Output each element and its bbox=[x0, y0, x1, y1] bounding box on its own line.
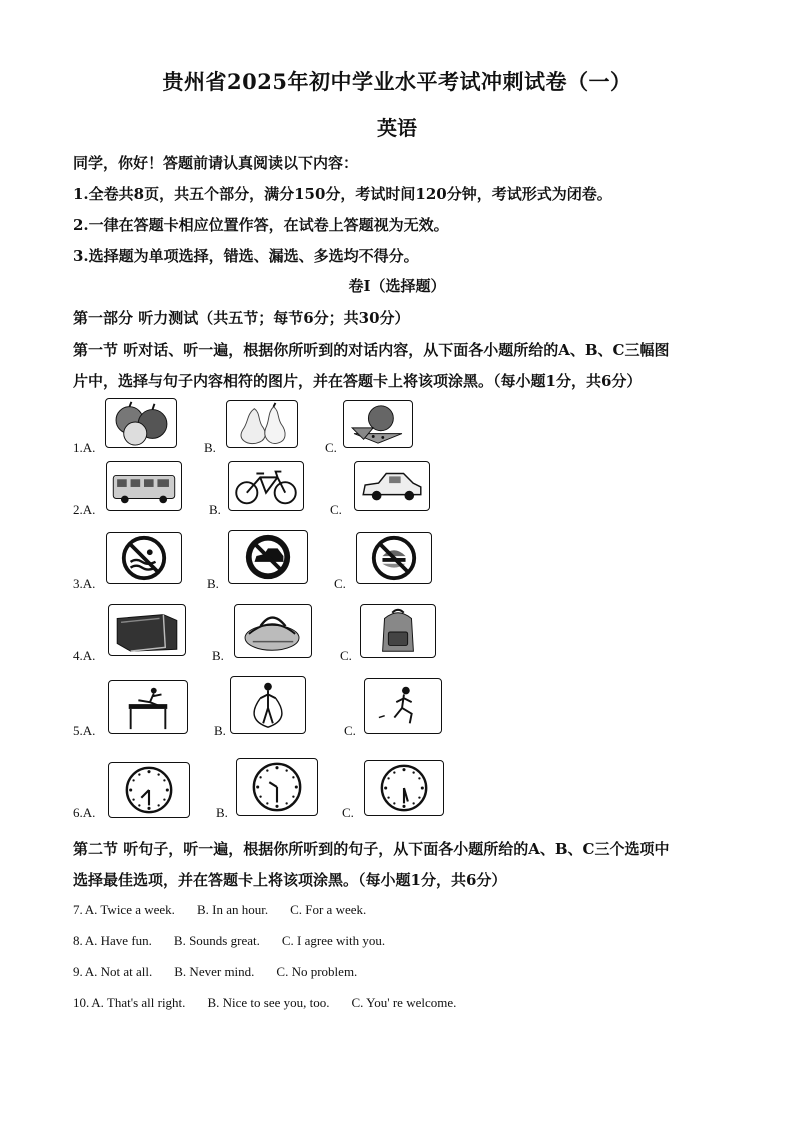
q4-label-a: 4.A. bbox=[73, 648, 96, 663]
q10-option-b[interactable]: B. Nice to see you, too. bbox=[207, 995, 330, 1010]
q7-option-c[interactable]: C. For a week. bbox=[290, 902, 367, 917]
q3-label-a: 3.A. bbox=[73, 576, 96, 591]
section1-instructions-line2: 片中，选择与句子内容相符的图片，并在答题卡上将该项涂黑。（每小题1分，共6分） bbox=[73, 372, 642, 390]
q6-label-a: 6.A. bbox=[73, 805, 96, 820]
clock-icon[interactable] bbox=[236, 758, 318, 816]
q1-label-c: C. bbox=[325, 440, 337, 455]
question-8: 8. A. Have fun. B. Sounds great. C. I agree with you. bbox=[73, 933, 386, 948]
q5-label-a: 5.A. bbox=[73, 723, 96, 738]
travel-bag-icon[interactable] bbox=[234, 604, 312, 658]
q9-option-c[interactable]: C. No problem. bbox=[276, 964, 358, 979]
subject-heading: 英语 bbox=[377, 116, 417, 140]
q6-label-c: C. bbox=[342, 805, 354, 820]
question-10: 10. A. That's all right. B. Nice to see you, too. C. You' re welcome. bbox=[73, 995, 457, 1010]
section2-instructions-line1: 第二节 听句子，听一遍，根据你所听到的句子，从下面各小题所给的A、B、C三个选项中 bbox=[73, 840, 670, 858]
q5-label-c: C. bbox=[344, 723, 356, 738]
q1-label-b: B. bbox=[204, 440, 216, 455]
section1-instructions-line1: 第一节 听对话、听一遍，根据你所听到的对话内容，从下面各小题所给的A、B、C三幅图 bbox=[73, 341, 670, 359]
q7-option-b[interactable]: B. In an hour. bbox=[196, 902, 269, 917]
clock-icon[interactable] bbox=[108, 762, 190, 818]
pears-icon[interactable] bbox=[226, 400, 298, 448]
watermelon-icon[interactable] bbox=[343, 400, 413, 448]
volume-heading: 卷Ⅰ（选择题） bbox=[348, 277, 446, 295]
hurdling-icon[interactable] bbox=[108, 680, 188, 734]
q8-option-a[interactable]: A. Have fun. bbox=[84, 933, 152, 948]
running-icon[interactable] bbox=[364, 678, 442, 734]
q2-label-a: 2.A. bbox=[73, 502, 96, 517]
note-item-3: 3.选择题为单项选择，错选、漏选、多选均不得分。 bbox=[73, 247, 419, 265]
q8-option-b[interactable]: B. Sounds great. bbox=[173, 933, 260, 948]
clock-icon[interactable] bbox=[364, 760, 444, 816]
part1-heading: 第一部分 听力测试（共五节；每节6分；共30分） bbox=[73, 309, 410, 327]
question-9: 9. A. Not at all. B. Never mind. C. No problem. bbox=[73, 964, 358, 979]
bicycle-icon[interactable] bbox=[228, 461, 304, 511]
apples-icon[interactable] bbox=[105, 398, 177, 448]
q8-option-c[interactable]: C. I agree with you. bbox=[281, 933, 386, 948]
q4-label-b: B. bbox=[212, 648, 224, 663]
exam-title: 贵州省2025年初中学业水平考试冲刺试卷（一） bbox=[162, 69, 632, 94]
note-item-1: 1.全卷共8页，共五个部分，满分150分，考试时间120分钟，考试形式为闭卷。 bbox=[73, 185, 612, 203]
section2-instructions-line2: 选择最佳选项，并在答题卡上将该项涂黑。（每小题1分，共6分） bbox=[73, 871, 507, 889]
q7-option-a[interactable]: A. Twice a week. bbox=[84, 902, 175, 917]
q2-label-c: C. bbox=[330, 502, 342, 517]
q4-label-c: C. bbox=[340, 648, 352, 663]
q2-label-b: B. bbox=[209, 502, 221, 517]
q9-option-b[interactable]: B. Never mind. bbox=[174, 964, 255, 979]
rope-skipping-icon[interactable] bbox=[230, 676, 306, 734]
q5-label-b: B. bbox=[214, 723, 226, 738]
car-icon[interactable] bbox=[354, 461, 430, 511]
no-food-icon[interactable] bbox=[356, 532, 432, 584]
notes-greeting: 同学，你好！答题前请认真阅读以下内容： bbox=[73, 154, 359, 172]
q10-option-a[interactable]: A. That's all right. bbox=[91, 995, 186, 1010]
q3-label-b: B. bbox=[207, 576, 219, 591]
q10-option-c[interactable]: C. You' re welcome. bbox=[351, 995, 457, 1010]
box-bag-icon[interactable] bbox=[108, 604, 186, 656]
no-driving-icon[interactable] bbox=[228, 530, 308, 584]
note-item-2: 2.一律在答题卡相应位置作答，在试卷上答题视为无效。 bbox=[73, 216, 449, 234]
q1-label-a: 1.A. bbox=[73, 440, 96, 455]
bus-icon[interactable] bbox=[106, 461, 182, 511]
question-7: 7. A. Twice a week. B. In an hour. C. For a week. bbox=[73, 902, 367, 917]
backpack-icon[interactable] bbox=[360, 604, 436, 658]
q6-label-b: B. bbox=[216, 805, 228, 820]
no-swimming-icon[interactable] bbox=[106, 532, 182, 584]
q9-option-a[interactable]: A. Not at all. bbox=[84, 964, 153, 979]
q3-label-c: C. bbox=[334, 576, 346, 591]
